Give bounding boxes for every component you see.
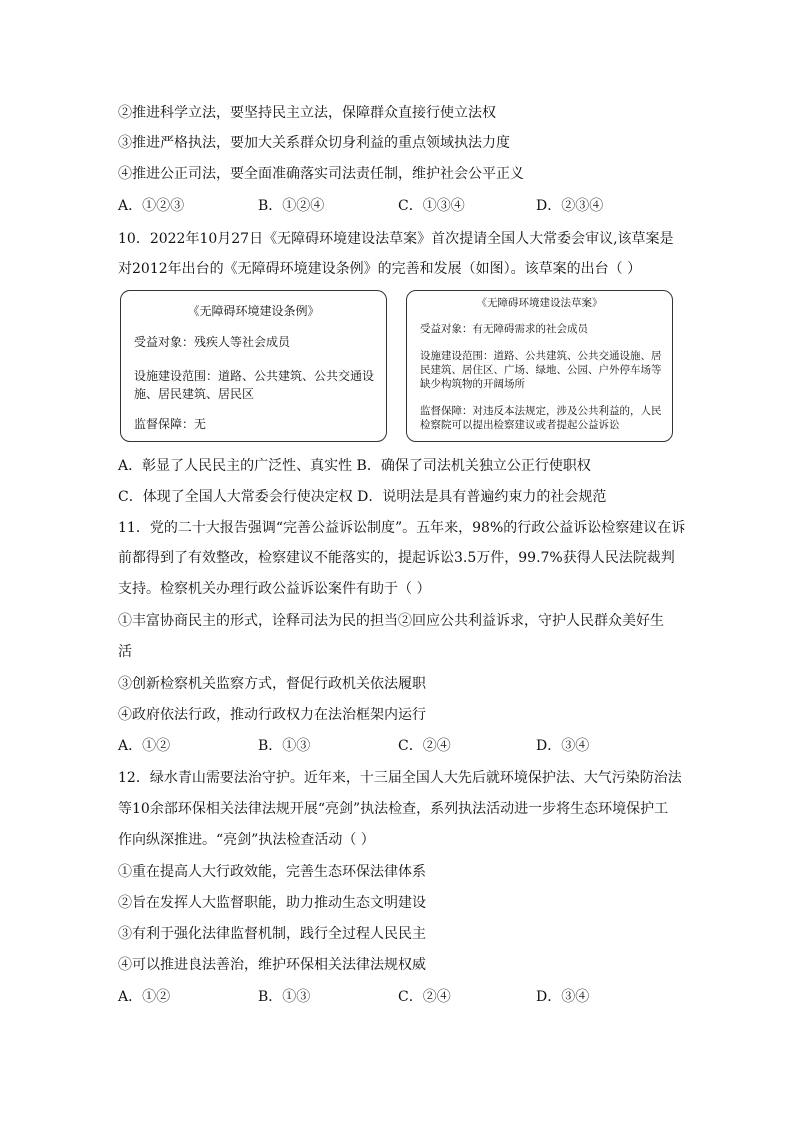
q10-options-line-1: A．彰显了人民民主的广泛性、真实性 B．确保了司法机关独立公正行使职权 [118,458,591,474]
q11-option-a: A．①② [118,738,171,754]
q11-item-3: ③创新检察机关监察方式，督促行政机关依法履职 [118,676,426,692]
regulation-box [120,290,387,442]
q12-options [118,987,678,1007]
q10-stem-line-2: 对2012年出台的《无障碍环境建设条例》的完善和发展（如图）。该草案的出台（ ） [118,261,642,277]
regulation-box-title: 《无障碍环境建设条例》 [187,304,320,318]
q11-option-b: B．①③ [258,738,311,754]
q10-stem-line-1: 10．2022年10月27日《无障碍环境建设法草案》首次提请全国人大常委会审议,该草案是 [118,231,674,247]
q11-option-d: D．③④ [536,738,590,754]
q11-stem-line-1: 11．党的二十大报告强调“完善公益诉讼制度”。五年来，98%的行政公益诉讼检察建议在诉 [118,520,686,536]
regulation-box-supervision: 监督保障：无 [134,417,207,431]
q11-option-c: C．②④ [398,738,451,754]
q12-item-2: ②旨在发挥人大监督职能，助力推动生态文明建设 [118,895,426,911]
q9-options [118,196,678,216]
q9-option-d: D．②③④ [536,198,604,214]
q11-item-4: ④政府依法行政，推动行政权力在法治框架内运行 [118,707,426,723]
q12-stem-line-2: 等10余部环保相关法律法规开展“亮剑”执法检查，系列执法活动进一步将生态环境保护工 [118,801,669,817]
q12-option-c: C．②④ [398,989,451,1005]
draft-law-box [406,290,673,442]
q9-item-3: ③推进严格执法，要加大关系群众切身利益的重点领域执法力度 [118,135,510,151]
draft-law-box-beneficiary: 受益对象：有无障碍需求的社会成员 [420,323,588,335]
q11-stem-line-3: 支持。检察机关办理行政公益诉讼案件有助于（ ） [118,581,431,597]
q11-options [118,736,678,756]
q12-stem-line-1: 12．绿水青山需要法治守护。近年来，十三届全国人大先后就环境保护法、大气污染防治法 [118,770,682,786]
regulation-box-scope: 设施建设范围：道路、公共建筑、公共交通设施、居民建筑、居民区 [134,369,375,401]
draft-law-box-supervision: 监督保障：对违反本法规定，涉及公共利益的，人民检察院可以提出检察建议或者提起公益诉讼 [420,405,662,431]
q9-item-4: ④推进公正司法，要全面准确落实司法责任制，维护社会公平正义 [118,166,524,182]
q9-option-c: C．①③④ [398,198,465,214]
draft-law-box-title: 《无障碍环境建设法草案》 [476,297,603,309]
q12-stem-line-3: 作向纵深推进。“亮剑”执法检查活动（ ） [118,832,375,848]
draft-law-box-scope: 设施建设范围：道路、公共建筑、公共交通设施、居民建筑、居住区、广场、绿地、公园、户外停车场等缺少构筑物的开阔场所 [420,350,662,390]
regulation-box-beneficiary: 受益对象：残疾人等社会成员 [134,335,291,349]
q12-option-b: B．①③ [258,989,311,1005]
q9-option-b: B．①②④ [258,198,325,214]
q10-options-line-2: C．体现了全国人大常委会行使决定权 D．说明法是具有普遍约束力的社会规范 [118,489,607,505]
q12-option-a: A．①② [118,989,171,1005]
q12-item-1: ①重在提高人大行政效能，完善生态环保法律体系 [118,864,426,880]
q12-item-3: ③有利于强化法律监督机制，践行全过程人民民主 [118,926,426,942]
q11-item-line-2: 活 [118,644,132,660]
q11-item-line-1: ①丰富协商民主的形式，诠释司法为民的担当②回应公共利益诉求，守护人民群众美好生 [118,613,664,629]
q11-stem-line-2: 前都得到了有效整改，检察建议不能落实的，提起诉讼3.5万件，99.7%获得人民法院裁判 [118,550,675,566]
q9-item-2: ②推进科学立法，要坚持民主立法，保障群众直接行使立法权 [118,105,496,121]
q12-option-d: D．③④ [536,989,590,1005]
q12-item-4: ④可以推进良法善治，维护环保相关法律法规权威 [118,957,426,973]
q9-option-a: A．①②③ [118,198,185,214]
